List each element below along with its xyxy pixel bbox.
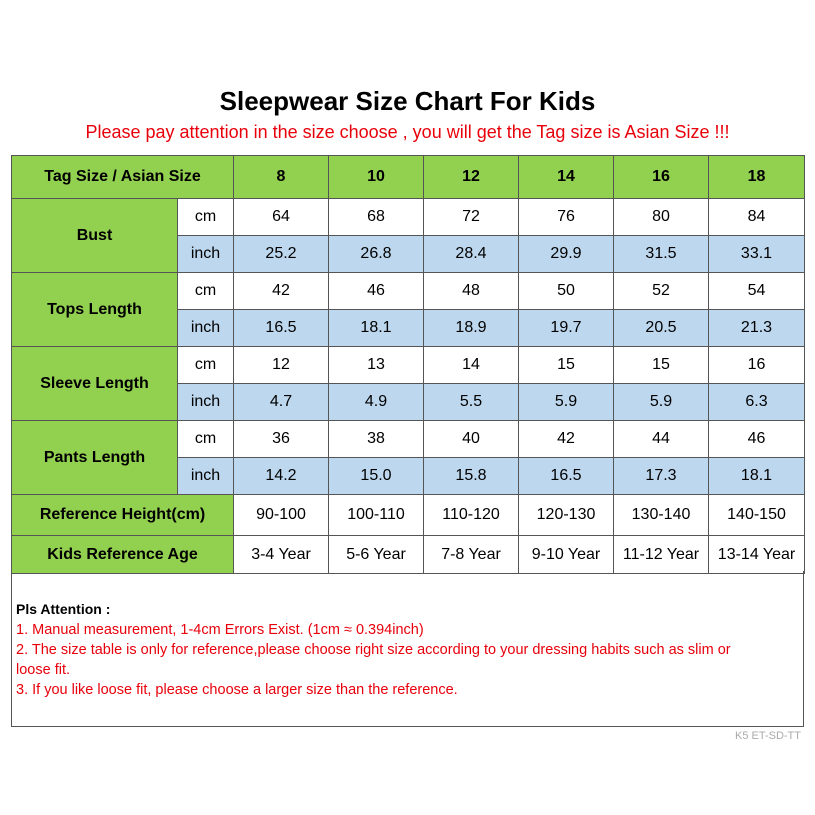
height-cell: 100-110 bbox=[329, 495, 424, 536]
inch-cell: 28.4 bbox=[424, 236, 519, 273]
inch-cell: 19.7 bbox=[519, 310, 614, 347]
product-code: K5 ET-SD-TT bbox=[734, 730, 801, 742]
inch-cell: 6.3 bbox=[709, 384, 805, 421]
inch-cell: 29.9 bbox=[519, 236, 614, 273]
unit-label: cm bbox=[178, 199, 234, 236]
inch-cell: 15.8 bbox=[424, 458, 519, 495]
cm-cell: 14 bbox=[424, 347, 519, 384]
cm-cell: 16 bbox=[709, 347, 805, 384]
measure-row-cm bbox=[12, 421, 805, 458]
age-row bbox=[12, 536, 805, 574]
cm-cell: 38 bbox=[329, 421, 424, 458]
height-cell: 120-130 bbox=[519, 495, 614, 536]
height-cell: 110-120 bbox=[424, 495, 519, 536]
age-cell: 3-4 Year bbox=[234, 536, 329, 574]
inch-cell: 33.1 bbox=[709, 236, 805, 273]
cm-cell: 54 bbox=[709, 273, 805, 310]
inch-cell: 5.5 bbox=[424, 384, 519, 421]
cm-cell: 36 bbox=[234, 421, 329, 458]
cm-cell: 72 bbox=[424, 199, 519, 236]
cm-cell: 48 bbox=[424, 273, 519, 310]
inch-cell: 18.1 bbox=[329, 310, 424, 347]
cm-cell: 46 bbox=[709, 421, 805, 458]
unit-label: inch bbox=[178, 458, 234, 495]
inch-cell: 15.0 bbox=[329, 458, 424, 495]
age-cell: 9-10 Year bbox=[519, 536, 614, 574]
unit-label: inch bbox=[178, 236, 234, 273]
inch-cell: 5.9 bbox=[614, 384, 709, 421]
attention-notes bbox=[11, 571, 804, 727]
age-cell: 5-6 Year bbox=[329, 536, 424, 574]
cm-cell: 46 bbox=[329, 273, 424, 310]
unit-label: inch bbox=[178, 384, 234, 421]
unit-label: cm bbox=[178, 421, 234, 458]
header-label: Tag Size / Asian Size bbox=[12, 156, 234, 199]
inch-cell: 18.1 bbox=[709, 458, 805, 495]
inch-cell: 25.2 bbox=[234, 236, 329, 273]
notes-title: Pls Attention : bbox=[16, 601, 111, 617]
inch-cell: 17.3 bbox=[614, 458, 709, 495]
size-header: 18 bbox=[709, 156, 805, 199]
inch-cell: 4.7 bbox=[234, 384, 329, 421]
unit-label: cm bbox=[178, 347, 234, 384]
height-row bbox=[12, 495, 805, 536]
note-1: 1. Manual measurement, 1-4cm Errors Exist. (1cm ≈ 0.394inch) bbox=[16, 622, 424, 638]
measure-label: Sleeve Length bbox=[12, 347, 178, 421]
cm-cell: 84 bbox=[709, 199, 805, 236]
cm-cell: 52 bbox=[614, 273, 709, 310]
inch-cell: 18.9 bbox=[424, 310, 519, 347]
unit-label: inch bbox=[178, 310, 234, 347]
size-warning: Please pay attention in the size choose , you will get the Tag size is Asian Size !!! bbox=[85, 122, 730, 142]
cm-cell: 76 bbox=[519, 199, 614, 236]
inch-cell: 16.5 bbox=[519, 458, 614, 495]
measure-label: Bust bbox=[12, 199, 178, 273]
measure-row-cm bbox=[12, 199, 805, 236]
inch-cell: 16.5 bbox=[234, 310, 329, 347]
size-header: 10 bbox=[329, 156, 424, 199]
cm-cell: 15 bbox=[614, 347, 709, 384]
age-cell: 7-8 Year bbox=[424, 536, 519, 574]
inch-cell: 20.5 bbox=[614, 310, 709, 347]
inch-cell: 26.8 bbox=[329, 236, 424, 273]
cm-cell: 13 bbox=[329, 347, 424, 384]
age-cell: 13-14 Year bbox=[709, 536, 805, 574]
size-header: 16 bbox=[614, 156, 709, 199]
age-cell: 11-12 Year bbox=[614, 536, 709, 574]
height-cell: 140-150 bbox=[709, 495, 805, 536]
size-header: 14 bbox=[519, 156, 614, 199]
inch-cell: 5.9 bbox=[519, 384, 614, 421]
cm-cell: 42 bbox=[234, 273, 329, 310]
inch-cell: 14.2 bbox=[234, 458, 329, 495]
height-label: Reference Height(cm) bbox=[12, 495, 234, 536]
measure-row-cm bbox=[12, 273, 805, 310]
cm-cell: 80 bbox=[614, 199, 709, 236]
cm-cell: 42 bbox=[519, 421, 614, 458]
measure-label: Pants Length bbox=[12, 421, 178, 495]
inch-cell: 4.9 bbox=[329, 384, 424, 421]
cm-cell: 12 bbox=[234, 347, 329, 384]
size-header: 12 bbox=[424, 156, 519, 199]
chart-title: Sleepwear Size Chart For Kids bbox=[219, 86, 596, 116]
cm-cell: 68 bbox=[329, 199, 424, 236]
note-2-cont: loose fit. bbox=[16, 662, 70, 678]
unit-label: cm bbox=[178, 273, 234, 310]
height-cell: 90-100 bbox=[234, 495, 329, 536]
age-label: Kids Reference Age bbox=[12, 536, 234, 574]
cm-cell: 40 bbox=[424, 421, 519, 458]
size-header: 8 bbox=[234, 156, 329, 199]
note-3: 3. If you like loose fit, please choose a larger size than the reference. bbox=[16, 682, 458, 698]
size-chart-table bbox=[11, 155, 805, 574]
note-2: 2. The size table is only for reference,please choose right size according to your dressing habits such as slim or bbox=[16, 642, 731, 658]
measure-row-cm bbox=[12, 347, 805, 384]
measure-label: Tops Length bbox=[12, 273, 178, 347]
cm-cell: 64 bbox=[234, 199, 329, 236]
cm-cell: 15 bbox=[519, 347, 614, 384]
inch-cell: 31.5 bbox=[614, 236, 709, 273]
header-row bbox=[12, 156, 805, 199]
cm-cell: 50 bbox=[519, 273, 614, 310]
height-cell: 130-140 bbox=[614, 495, 709, 536]
cm-cell: 44 bbox=[614, 421, 709, 458]
inch-cell: 21.3 bbox=[709, 310, 805, 347]
